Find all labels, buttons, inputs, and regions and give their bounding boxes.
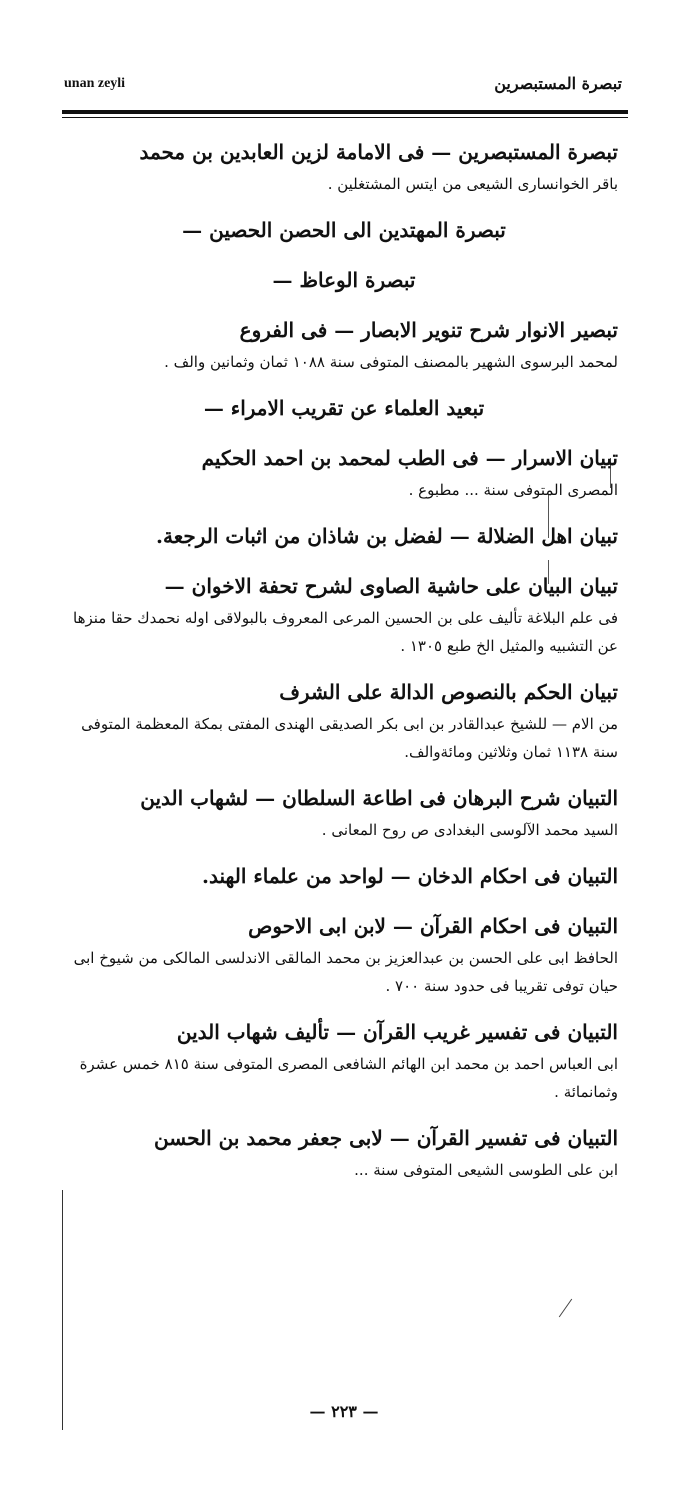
entry <box>70 312 618 376</box>
entry <box>70 134 618 198</box>
entry <box>70 568 618 660</box>
entry-title: تبصرة المهتدين الى الحصن الحصين — <box>182 218 506 242</box>
header-left-label: unan zeyli <box>64 76 126 91</box>
entry <box>70 858 618 894</box>
entry-desc: باقر الخوانسارى الشيعى من ايتس المشتغلين . <box>327 175 618 193</box>
entry <box>70 674 618 766</box>
page-number: — ٢٢٣ — <box>309 1402 379 1421</box>
header-rule-thin <box>62 117 628 118</box>
entry-desc: من الام — للشيخ عبدالقادر بن ابى بكر الصديقى الهندى المفتى بمكة المعظمة المتوفى سنة ١١٣٨ ثمان وثلاثين ومائةوالف. <box>81 715 618 761</box>
entry <box>70 1120 618 1184</box>
entry-title: تبيان البيان على حاشية الصاوى لشرح تحفة الاخوان — <box>164 574 618 598</box>
entry-desc: الحافظ ابى على الحسن بن عبدالعزيز بن محمد المالقى الاندلسى المالكى من شيوخ ابى حيان توفى تقريبا فى حدود سنة ٧٠٠ . <box>73 949 618 995</box>
entry <box>70 780 618 844</box>
entry <box>70 440 618 504</box>
entry-title: التبيان فى تفسير غريب القرآن — تأليف شهاب الدين <box>176 1020 618 1044</box>
entry <box>70 262 618 298</box>
entry-title: التبيان فى تفسير القرآن — لابى جعفر محمد بن الحسن <box>154 1126 618 1150</box>
entry-title: التبيان فى احكام القرآن — لابن ابى الاحوص <box>248 914 618 938</box>
margin-slash-mark <box>559 1299 572 1318</box>
entry-title: تبصرة المستبصرين — فى الامامة لزين العابدين بن محمد <box>139 140 618 164</box>
entry-title: تبيان اهل الضلالة — لفضل بن شاذان من اثبات الرجعة. <box>156 524 618 548</box>
entry-title: التبيان شرح البرهان فى اطاعة السلطان — لشهاب الدين <box>140 786 618 810</box>
entry-title: التبيان فى احكام الدخان — لواحد من علماء الهند. <box>202 864 618 888</box>
header-rule-thick <box>62 110 628 114</box>
entry-desc: ابى العباس احمد بن محمد ابن الهائم الشافعى المصرى المتوفى سنة ٨١٥ خمس عشرة وثمانمائة . <box>79 1055 618 1101</box>
entry-title: تبصير الانوار شرح تنوير الابصار — فى الفروع <box>239 318 618 342</box>
entry-desc: السيد محمد الآلوسى البغدادى ص روح المعانى . <box>321 821 618 839</box>
left-margin-line <box>62 1190 63 1430</box>
entry-title: تبصرة الوعاظ — <box>272 268 416 292</box>
entry <box>70 212 618 248</box>
entry-title: تبيان الاسرار — فى الطب لمحمد بن احمد الحكيم <box>201 446 618 470</box>
entry-desc: فى علم البلاغة تأليف على بن الحسين المرعى المعروف بالبولاقى اوله نحمدك حقا منزها عن التشبيه والمثيل الخ طبع ١٣٠٥ . <box>73 609 618 655</box>
entry-title: تبعيد العلماء عن تقريب الامراء — <box>203 396 485 420</box>
entry-desc: المصرى المتوفى سنة ... مطبوع . <box>408 481 618 499</box>
entry-title: تبيان الحكم بالنصوص الدالة على الشرف <box>279 680 618 704</box>
header-running-title: تبصرة المستبصرين <box>494 74 622 93</box>
entry <box>70 390 618 426</box>
dictionary-entries <box>70 134 618 1198</box>
entry <box>70 1014 618 1106</box>
entry-desc: ابن على الطوسى الشيعى المتوفى سنة ... <box>354 1161 618 1179</box>
entry <box>70 908 618 1000</box>
entry-desc: لمحمد البرسوى الشهير بالمصنف المتوفى سنة ١٠٨٨ ثمان وثمانين والف . <box>164 353 618 371</box>
entry <box>70 518 618 554</box>
